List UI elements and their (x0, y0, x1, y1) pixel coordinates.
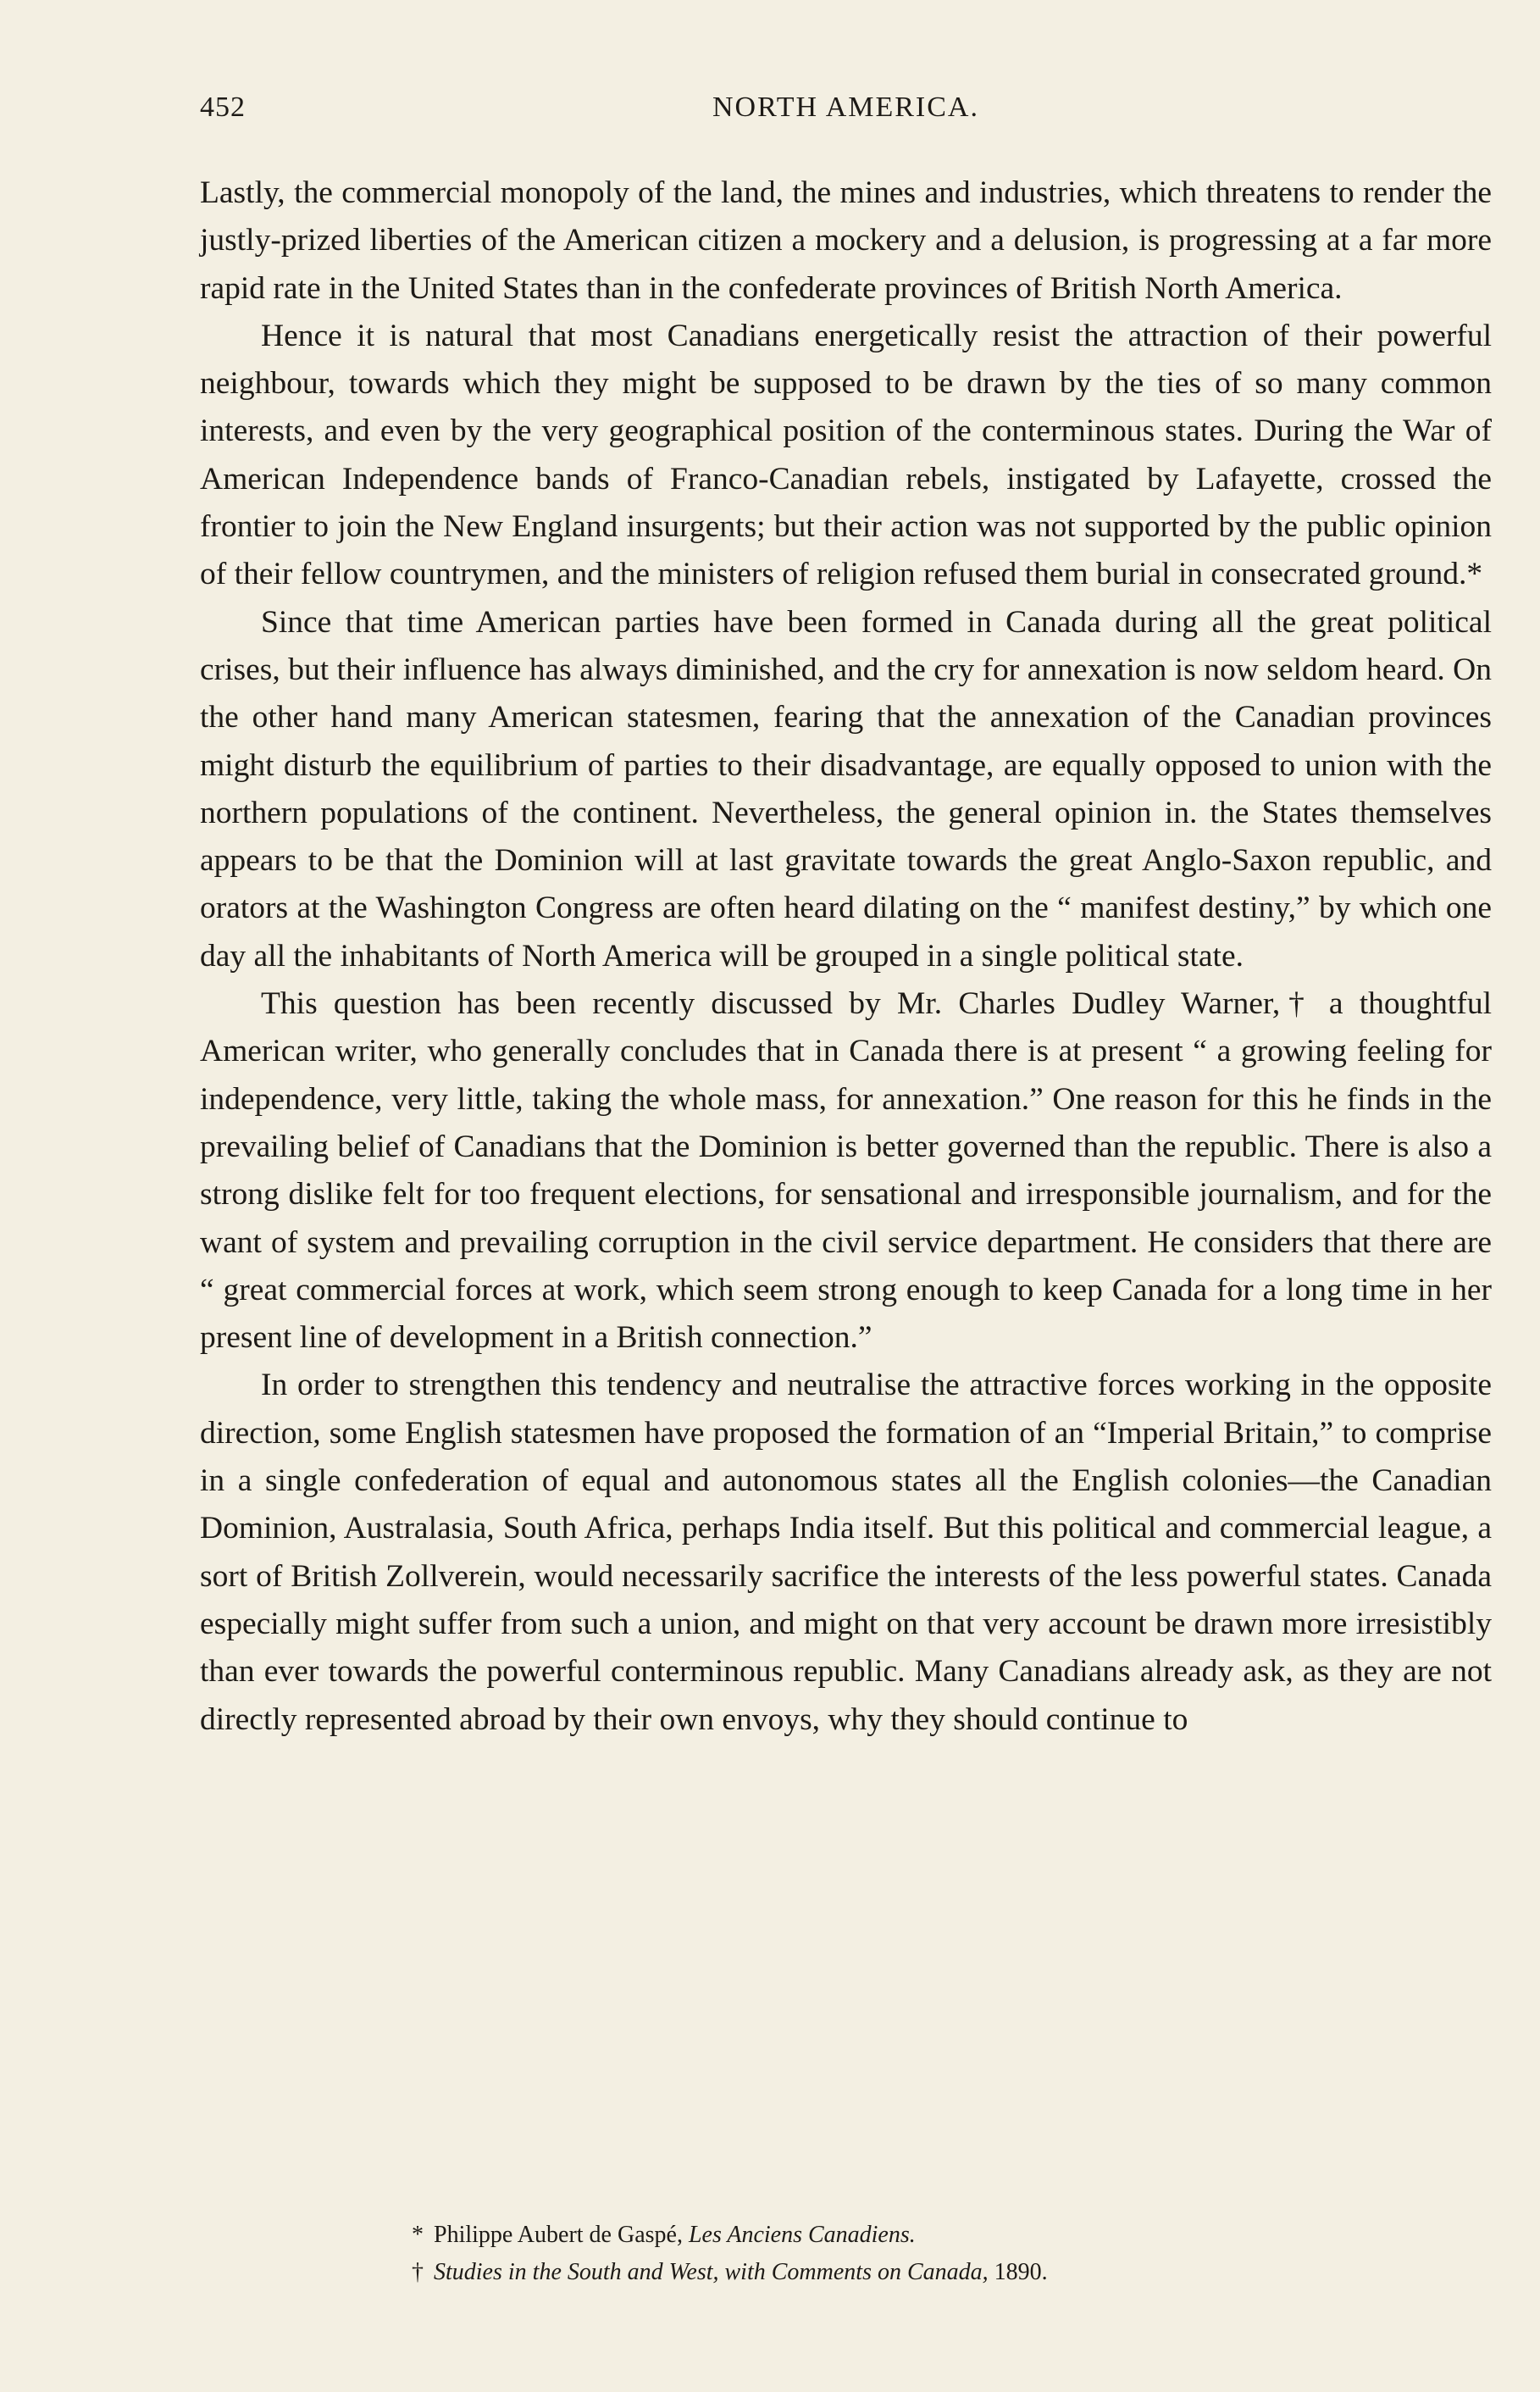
footnote-year: 1890. (994, 2259, 1048, 2285)
paragraph: Since that time American parties have been formed in Canada during all the great political crises, but their influence has always diminished, and the cry for annexation is now seldom heard. On the other hand many American statesmen, fearing that the annexation of the Canadian provinces might disturb the equilibrium of parties to their disadvantage, are equally opposed to union with the northern populations of the continent. Nevertheless, the general opinion in. the States themselves appears to be that the Dominion will at last gravitate towards the great Anglo-Saxon republic, and orators at the Washington Congress are often heard dilating on the “ manifest destiny,” by which one day all the inhabitants of North America will be grouped in a single political state. (200, 604, 1492, 974)
paragraph: In order to strengthen this tendency and neutralise the attractive forces working in the opposite direction, some English statesmen have proposed the formation of an “Imperial Britain,” to comprise in a single confederation of equal and autonomous states all the English colonies—the Canadian Dominion, Australasia, South Africa, perhaps India itself. But this political and commercial league, a sort of British Zollverein, would necessarily sacrifice the interests of the less powerful states. Canada especially might suffer from such a union, and might on that very account be drawn more irresistibly than ever towards the powerful conterminous republic. Many Canadians already ask, as they are not directly represented abroad by their own envoys, why they should continue to (200, 1368, 1492, 1737)
footnote-mark: * (412, 2222, 424, 2248)
page-number: 452 (200, 92, 246, 123)
footnote-mark: † (412, 2259, 424, 2285)
footnote-title: Studies in the South and West, with Comments on Canada, (434, 2259, 989, 2285)
footnote (200, 2254, 1492, 2291)
paragraph: Hence it is natural that most Canadians energetically resist the attraction of their powerful neighbour, towards which they might be supposed to be drawn by the ties of so many common interests, and even by the very geographical position of the conterminous states. During the War of American Independence bands of Franco-Canadian rebels, instigated by Lafayette, crossed the frontier to join the New England insurgents; but their action was not supported by the public opinion of their fellow countrymen, and the ministers of religion refused them burial in consecrated ground.* (200, 318, 1492, 592)
running-head: NORTH AMERICA. (712, 92, 979, 123)
body-text (200, 169, 1492, 1744)
footnote-author: Philippe Aubert de Gaspé, (434, 2222, 683, 2248)
page-header (200, 92, 1492, 136)
footnote-title: Les Anciens Canadiens. (688, 2222, 916, 2248)
footnotes (200, 2217, 1492, 2291)
paragraph: This question has been recently discussed by Mr. Charles Dudley Warner,† a thoughtful American writer, who generally concludes that in Canada there is at present “ a growing feeling for independence, very little, taking the whole mass, for annexation.” One reason for this he finds in the prevailing belief of Canadians that the Dominion is better governed than the republic. There is also a strong dislike felt for too frequent elections, for sensational and irresponsible journalism, and for the want of system and prevailing corruption in the civil service department. He considers that there are “ great commercial forces at work, which seem strong enough to keep Canada for a long time in her present line of development in a British connection.” (200, 986, 1492, 1356)
footnote (200, 2217, 1492, 2254)
paragraph: Lastly, the commercial monopoly of the land, the mines and industries, which threatens to render the justly-prized liberties of the American citizen a mockery and a delusion, is progressing at a far more rapid rate in the United States than in the confederate provinces of British North America. (200, 175, 1492, 306)
